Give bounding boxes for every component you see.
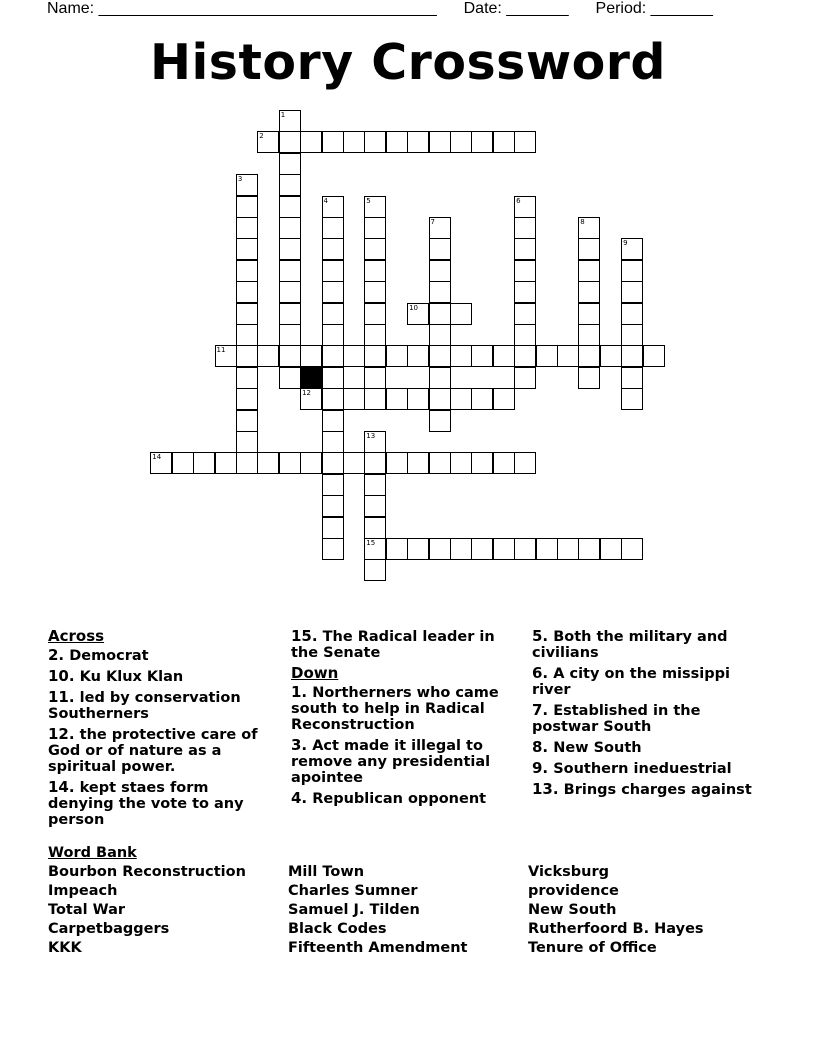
crossword-cell[interactable] <box>578 217 600 239</box>
clue-down-1: 1. Northerners who came south to help in Radical Reconstruction <box>291 683 499 733</box>
crossword-cell[interactable] <box>364 217 386 239</box>
crossword-cell[interactable] <box>643 345 665 367</box>
crossword-cell[interactable] <box>279 217 301 239</box>
crossword-cell[interactable] <box>215 345 237 367</box>
crossword-cell[interactable] <box>578 538 600 560</box>
clues-column-1 <box>48 628 273 832</box>
crossword-cell[interactable] <box>450 452 472 474</box>
crossword-cell[interactable] <box>364 196 386 218</box>
clues-column-3 <box>532 628 757 802</box>
clue-across-2: 2. Democrat <box>48 646 149 664</box>
crossword-cell[interactable] <box>236 238 258 260</box>
crossword-cell[interactable] <box>429 367 451 389</box>
page-title: History Crossword <box>149 34 666 91</box>
crossword-cell[interactable] <box>450 303 472 325</box>
crossword-cell[interactable] <box>493 388 515 410</box>
cell-number: 9 <box>623 239 628 248</box>
cell-number: 2 <box>259 132 264 141</box>
cell-number: 6 <box>516 196 521 205</box>
crossword-cell[interactable] <box>429 238 451 260</box>
word-bank-item: Impeach <box>48 883 118 899</box>
clue-down-5: 5. Both the military and civilians <box>532 627 728 661</box>
crossword-cell[interactable] <box>407 388 429 410</box>
crossword-cell[interactable] <box>621 538 643 560</box>
crossword-cell[interactable] <box>364 474 386 496</box>
word-bank-item: Fifteenth Amendment <box>288 940 468 956</box>
date-field[interactable]: Date: _______ <box>463 0 569 17</box>
crossword-cell[interactable] <box>279 196 301 218</box>
crossword-cell[interactable] <box>279 260 301 282</box>
crossword-cell[interactable] <box>322 324 344 346</box>
crossword-cell[interactable] <box>621 367 643 389</box>
crossword-cell[interactable] <box>407 452 429 474</box>
word-bank-item: KKK <box>48 940 82 956</box>
crossword-cell[interactable] <box>450 388 472 410</box>
crossword-cell[interactable] <box>364 367 386 389</box>
cell-number: 14 <box>152 453 162 462</box>
cell-number: 4 <box>323 196 328 205</box>
crossword-cell[interactable] <box>578 367 600 389</box>
cell-number: 8 <box>580 218 585 226</box>
crossword-cell[interactable] <box>279 238 301 260</box>
word-bank-item: New South <box>528 902 617 918</box>
word-bank-item: Rutherfoord B. Hayes <box>528 921 704 937</box>
crossword-cell[interactable] <box>450 538 472 560</box>
period-field[interactable]: Period: _______ <box>595 0 713 17</box>
word-bank-item: Black Codes <box>288 921 387 937</box>
crossword-cell[interactable] <box>364 538 386 560</box>
crossword-cell[interactable] <box>343 452 365 474</box>
clues-column-2 <box>291 628 521 811</box>
crossword-cell[interactable] <box>621 281 643 303</box>
crossword-cell[interactable] <box>557 538 579 560</box>
word-bank-item: Tenure of Office <box>528 940 657 956</box>
crossword-cell[interactable] <box>300 345 322 367</box>
crossword-cell[interactable] <box>578 324 600 346</box>
crossword-cell[interactable] <box>514 260 536 282</box>
crossword-cell[interactable] <box>514 538 536 560</box>
crossword-cell[interactable] <box>343 388 365 410</box>
crossword-cell[interactable] <box>364 495 386 517</box>
crossword-cell[interactable] <box>471 452 493 474</box>
crossword-cell[interactable] <box>429 410 451 432</box>
crossword-cell[interactable] <box>322 217 344 239</box>
crossword-cell[interactable] <box>429 345 451 367</box>
crossword-cell[interactable] <box>578 260 600 282</box>
word-bank <box>48 845 768 956</box>
cell-number: 15 <box>366 539 376 547</box>
clue-down-7: 7. Established in the postwar South <box>532 701 701 735</box>
crossword-cell[interactable] <box>514 367 536 389</box>
crossword-cell[interactable] <box>300 388 322 410</box>
crossword-cell[interactable] <box>279 131 301 153</box>
cell-number: 1 <box>280 111 286 119</box>
word-bank-item: Mill Town <box>288 864 365 880</box>
word-bank-column-1 <box>48 863 246 958</box>
clue-across-12: 12. the protective care of God or of nature as a spiritual power. <box>48 725 258 775</box>
cell-number: 7 <box>430 218 435 226</box>
word-bank-column-3 <box>528 863 704 958</box>
crossword-cell[interactable] <box>578 345 600 367</box>
crossword-cell[interactable] <box>279 281 301 303</box>
crossword-cell[interactable] <box>514 238 536 260</box>
crossword-cell[interactable] <box>300 452 322 474</box>
clue-down-6: 6. A city on the missippi river <box>532 664 730 698</box>
crossword-cell[interactable] <box>514 303 536 325</box>
crossword-cell[interactable] <box>429 131 451 153</box>
crossword-cell[interactable] <box>429 452 451 474</box>
crossword-cell[interactable] <box>429 538 451 560</box>
word-bank-column-2 <box>288 863 467 958</box>
crossword-cell[interactable] <box>493 452 515 474</box>
crossword-cell[interactable] <box>578 238 600 260</box>
crossword-cell[interactable] <box>236 217 258 239</box>
crossword-cell[interactable] <box>364 452 386 474</box>
crossword-block <box>300 367 322 389</box>
crossword-cell[interactable] <box>578 281 600 303</box>
crossword-cell[interactable] <box>322 517 344 539</box>
crossword-cell[interactable] <box>322 260 344 282</box>
cell-number: 12 <box>302 389 312 398</box>
crossword-cell[interactable] <box>257 131 279 153</box>
word-bank-item: Bourbon Reconstruction <box>48 864 246 880</box>
crossword-cell[interactable] <box>386 131 408 153</box>
crossword-cell[interactable] <box>429 260 451 282</box>
crossword-cell[interactable] <box>364 559 386 581</box>
crossword-cell[interactable] <box>386 452 408 474</box>
crossword-cell[interactable] <box>322 281 344 303</box>
crossword-cell[interactable] <box>322 388 344 410</box>
crossword-cell[interactable] <box>322 452 344 474</box>
crossword-cell[interactable] <box>215 452 237 474</box>
crossword-cell[interactable] <box>429 303 451 325</box>
clue-down-4: 4. Republican opponent <box>291 789 487 807</box>
crossword-cell[interactable] <box>493 131 515 153</box>
crossword-cell[interactable] <box>322 538 344 560</box>
crossword-cell[interactable] <box>471 345 493 367</box>
crossword-cell[interactable] <box>279 153 301 175</box>
crossword-cell[interactable] <box>536 345 558 367</box>
clue-across-14: 14. kept staes form denying the vote to any person <box>48 778 244 828</box>
crossword-cell[interactable] <box>536 538 558 560</box>
crossword-cell[interactable] <box>257 345 279 367</box>
word-bank-item: Carpetbaggers <box>48 921 170 937</box>
crossword-cell[interactable] <box>364 303 386 325</box>
clue-across-10: 10. Ku Klux Klan <box>48 667 184 685</box>
crossword-cell[interactable] <box>364 260 386 282</box>
crossword-cell[interactable] <box>621 324 643 346</box>
crossword-cell[interactable] <box>493 345 515 367</box>
crossword-cell[interactable] <box>193 452 215 474</box>
word-bank-item: providence <box>528 883 619 899</box>
crossword-cell[interactable] <box>322 495 344 517</box>
crossword-cell[interactable] <box>236 367 258 389</box>
crossword-cell[interactable] <box>621 238 643 260</box>
crossword-cell[interactable] <box>322 238 344 260</box>
clue-across-15: 15. The Radical leader in the Senate <box>291 627 495 661</box>
crossword-cell[interactable] <box>364 281 386 303</box>
crossword-cell[interactable] <box>364 238 386 260</box>
crossword-cell[interactable] <box>621 303 643 325</box>
crossword-cell[interactable] <box>429 281 451 303</box>
crossword-cell[interactable] <box>386 345 408 367</box>
crossword-cell[interactable] <box>471 388 493 410</box>
crossword-cell[interactable] <box>514 281 536 303</box>
cell-number: 13 <box>366 432 376 440</box>
crossword-cell[interactable] <box>429 324 451 346</box>
crossword-cell[interactable] <box>621 260 643 282</box>
crossword-cell[interactable] <box>172 452 194 474</box>
crossword-cell[interactable] <box>578 303 600 325</box>
crossword-cell[interactable] <box>236 388 258 410</box>
crossword-cell[interactable] <box>514 345 536 367</box>
crossword-cell[interactable] <box>236 345 258 367</box>
crossword-cell[interactable] <box>364 131 386 153</box>
clue-across-11: 11. led by conservation Southerners <box>48 688 241 722</box>
crossword-cell[interactable] <box>493 538 515 560</box>
crossword-cell[interactable] <box>386 538 408 560</box>
crossword-cell[interactable] <box>150 452 172 474</box>
crossword-cell[interactable] <box>322 131 344 153</box>
crossword-cell[interactable] <box>364 517 386 539</box>
crossword-cell[interactable] <box>621 345 643 367</box>
crossword-cell[interactable] <box>407 538 429 560</box>
crossword-cell[interactable] <box>322 410 344 432</box>
crossword-cell[interactable] <box>471 131 493 153</box>
crossword-cell[interactable] <box>279 345 301 367</box>
word-bank-item: Total War <box>48 902 126 918</box>
cell-number: 11 <box>216 346 226 355</box>
crossword-cell[interactable] <box>364 431 386 453</box>
crossword-cell[interactable] <box>322 367 344 389</box>
crossword-cell[interactable] <box>279 174 301 196</box>
crossword-cell[interactable] <box>514 324 536 346</box>
crossword-cell[interactable] <box>279 452 301 474</box>
crossword-cell[interactable] <box>322 431 344 453</box>
name-field[interactable]: Name: ______________________________________ <box>47 0 437 17</box>
crossword-cell[interactable] <box>557 345 579 367</box>
crossword-cell[interactable] <box>236 174 258 196</box>
clue-down-3: 3. Act made it illegal to remove any presidential apointee <box>291 736 491 786</box>
clue-down-13: 13. Brings charges against <box>532 780 752 798</box>
word-bank-item: Samuel J. Tilden <box>288 902 420 918</box>
cell-number: 10 <box>409 303 419 312</box>
crossword-cell[interactable] <box>514 131 536 153</box>
crossword-cell[interactable] <box>450 345 472 367</box>
crossword-cell[interactable] <box>621 388 643 410</box>
crossword-cell[interactable] <box>600 345 622 367</box>
crossword-cell[interactable] <box>236 281 258 303</box>
crossword-cell[interactable] <box>279 367 301 389</box>
crossword-cell[interactable] <box>236 303 258 325</box>
down-heading: Down <box>291 664 339 682</box>
crossword-cell[interactable] <box>322 196 344 218</box>
crossword-cell[interactable] <box>429 388 451 410</box>
crossword-cell[interactable] <box>322 345 344 367</box>
crossword-cell[interactable] <box>407 131 429 153</box>
crossword-cell[interactable] <box>343 345 365 367</box>
crossword-cell[interactable] <box>279 110 301 132</box>
crossword-cell[interactable] <box>429 217 451 239</box>
crossword-cell[interactable] <box>364 388 386 410</box>
crossword-cell[interactable] <box>257 452 279 474</box>
across-heading: Across <box>48 627 105 645</box>
word-bank-heading: Word Bank <box>48 845 137 861</box>
crossword-cell[interactable] <box>471 538 493 560</box>
clue-down-8: 8. New South <box>532 738 642 756</box>
crossword-cell[interactable] <box>279 303 301 325</box>
crossword-cell[interactable] <box>236 260 258 282</box>
crossword-cell[interactable] <box>600 538 622 560</box>
word-bank-item: Charles Sumner <box>288 883 418 899</box>
crossword-cell[interactable] <box>300 131 322 153</box>
crossword-cell[interactable] <box>279 324 301 346</box>
crossword-cell[interactable] <box>514 452 536 474</box>
crossword-cell[interactable] <box>364 345 386 367</box>
crossword-cell[interactable] <box>386 388 408 410</box>
crossword-cell[interactable] <box>514 196 536 218</box>
crossword-cell[interactable] <box>343 131 365 153</box>
cell-number: 5 <box>366 196 371 205</box>
crossword-cell[interactable] <box>322 303 344 325</box>
cell-number: 3 <box>237 175 243 184</box>
crossword-cell[interactable] <box>236 452 258 474</box>
crossword-cell[interactable] <box>407 303 429 325</box>
crossword-cell[interactable] <box>236 196 258 218</box>
crossword-cell[interactable] <box>514 217 536 239</box>
crossword-cell[interactable] <box>450 131 472 153</box>
crossword-cell[interactable] <box>407 345 429 367</box>
crossword-cell[interactable] <box>236 431 258 453</box>
word-bank-item: Vicksburg <box>528 864 610 880</box>
clue-down-9: 9. Southern ineduestrial <box>532 759 732 777</box>
crossword-cell[interactable] <box>236 324 258 346</box>
crossword-cell[interactable] <box>364 324 386 346</box>
crossword-cell[interactable] <box>236 410 258 432</box>
crossword-cell[interactable] <box>322 474 344 496</box>
